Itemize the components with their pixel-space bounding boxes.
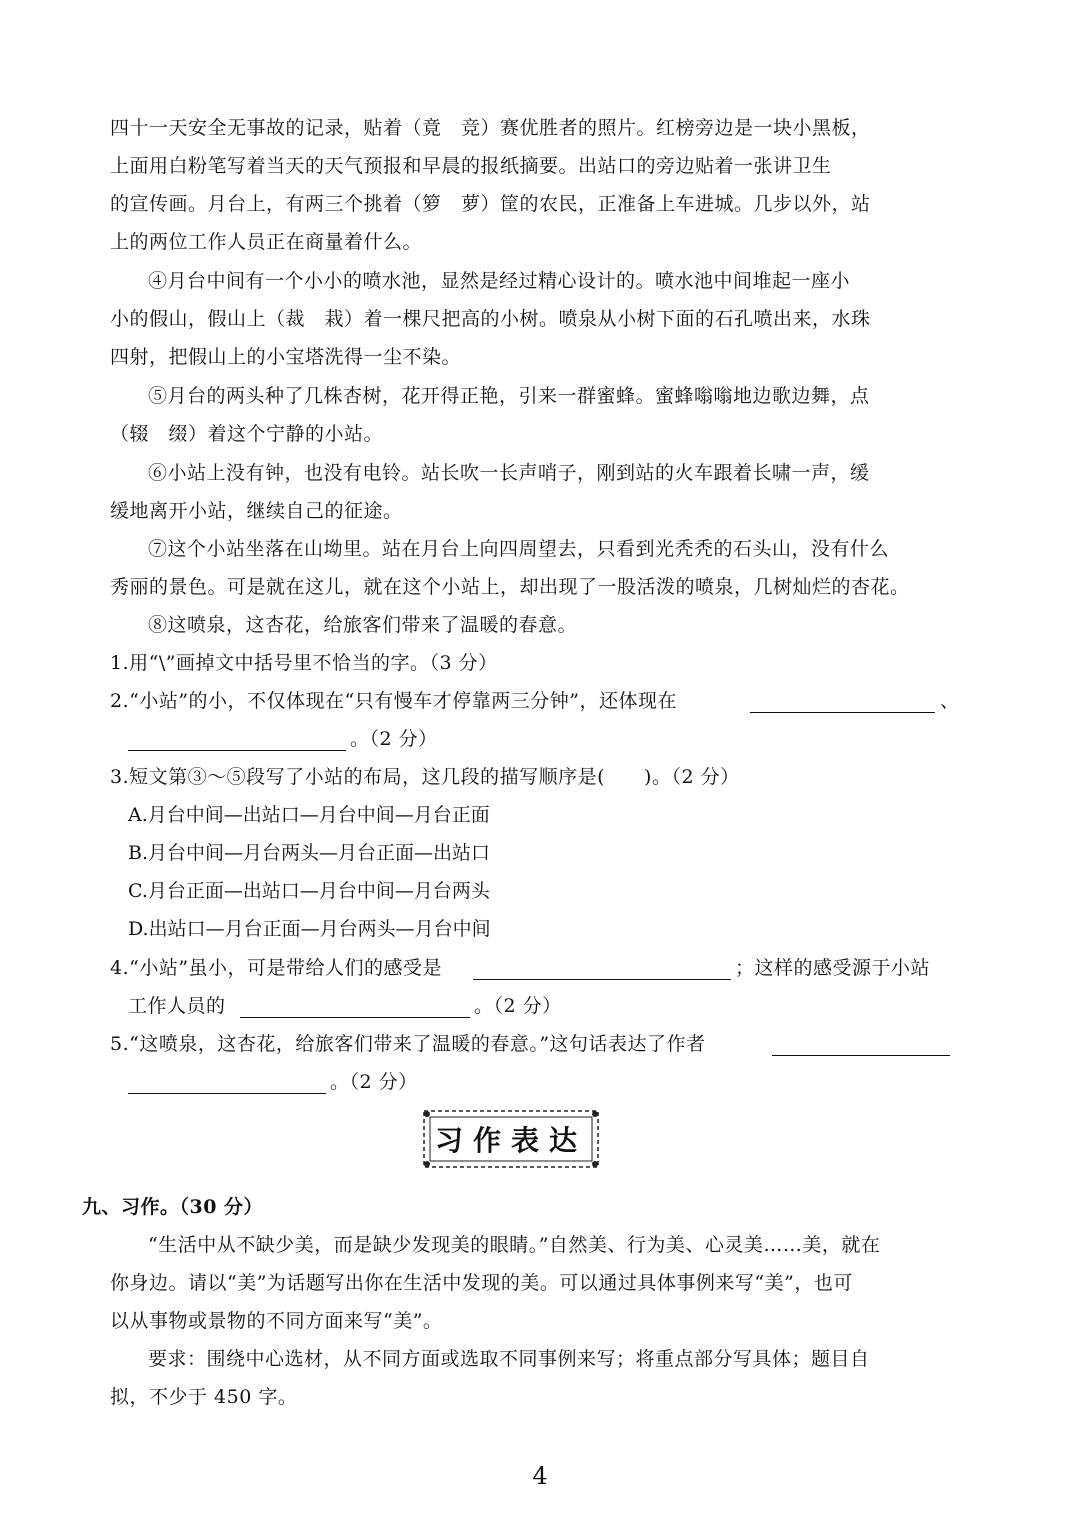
question-4-text-b: ；这样的感受源于小站	[735, 957, 931, 979]
section-title: 习作表达	[434, 1124, 587, 1157]
passage-line: ⑥小站上没有钟，也没有电铃。站长吹一长声哨子，刚到站的火车跟着长啸一声，缓	[148, 462, 870, 484]
question-4-text: 4.“小站”虽小，可是带给人们的感受是	[110, 957, 443, 979]
passage-line: 四射，把假山上的小宝塔洗得一尘不染。	[110, 346, 462, 368]
option-d: D.出站口—月台正面—月台两头—月台中间	[128, 918, 491, 940]
answer-blank-q5-1[interactable]	[772, 1033, 950, 1056]
essay-requirement-line: 拟，不少于 450 字。	[110, 1386, 298, 1408]
page-number: 4	[532, 1462, 548, 1490]
passage-line: 四十一天安全无事故的记录，贴着（竟 竞）赛优胜者的照片。红榜旁边是一块小黑板，	[110, 117, 871, 139]
passage-line: 上的两位工作人员正在商量着什么。	[110, 231, 423, 253]
question-3: 3.短文第③～⑤段写了小站的布局，这几段的描写顺序是( )。（2 分）	[110, 766, 740, 788]
essay-requirement-line: 要求：围绕中心选材，从不同方面或选取不同事例来写；将重点部分写具体；题目自	[148, 1348, 870, 1370]
question-1: 1.用“\”画掉文中括号里不恰当的字。（3 分）	[110, 652, 498, 674]
passage-line: 小的假山，假山上（裁 栽）着一棵尺把高的小树。喷泉从小树下面的石孔喷出来，水珠	[110, 308, 871, 330]
option-b: B.月台中间—月台两头—月台正面—出站口	[128, 842, 491, 864]
passage-line: 的宣传画。月台上，有两三个挑着（箩 萝）筐的农民，正准备上车进城。几步以外，站	[110, 193, 871, 215]
answer-blank-q2-2[interactable]	[128, 728, 346, 751]
question-5-text: 5.“这喷泉，这杏花，给旅客们带来了温暖的春意。”这句话表达了作者	[110, 1033, 706, 1055]
passage-line: 缓地离开小站，继续自己的征途。	[110, 500, 403, 522]
essay-heading: 九、习作。（30 分）	[82, 1196, 264, 1218]
passage-line: 秀丽的景色。可是就在这儿，就在这个小站上，却出现了一股活泼的喷泉，几树灿烂的杏花。	[110, 576, 910, 598]
question-4-end: 。（2 分）	[474, 995, 562, 1017]
passage-line: ⑧这喷泉，这杏花，给旅客们带来了温暖的春意。	[148, 614, 578, 636]
option-a: A.月台中间—出站口—月台中间—月台正面	[128, 804, 490, 826]
essay-body-line: 以从事物或景物的不同方面来写“美”。	[110, 1310, 443, 1332]
answer-blank-q5-2[interactable]	[128, 1071, 326, 1094]
passage-line: （辍 缀）着这个宁静的小站。	[110, 423, 384, 445]
question-4-text-c: 工作人员的	[128, 995, 226, 1017]
passage-line: 上面用白粉笔写着当天的天气预报和早晨的报纸摘要。出站口的旁边贴着一张讲卫生	[110, 155, 832, 177]
passage-line: ⑤月台的两头种了几株杏树，花开得正艳，引来一群蜜蜂。蜜蜂嗡嗡地边歌边舞，点	[148, 385, 870, 407]
passage-line: ④月台中间有一个小小的喷水池，显然是经过精心设计的。喷水池中间堆起一座小	[148, 270, 851, 292]
option-c: C.月台正面—出站口—月台中间—月台两头	[128, 880, 490, 902]
essay-body-line: “生活中从不缺少美，而是缺少发现美的眼睛。”自然美、行为美、心灵美……美，就在	[148, 1234, 881, 1256]
passage-line: ⑦这个小站坐落在山坳里。站在月台上向四周望去，只看到光秃秃的石头山，没有什么	[148, 538, 890, 560]
answer-blank-q4-1[interactable]	[473, 957, 731, 980]
question-2-end: 。（2 分）	[350, 728, 438, 750]
answer-blank-q4-2[interactable]	[240, 995, 470, 1018]
essay-body-line: 你身边。请以“美”为话题写出你在生活中发现的美。可以通过具体事例来写“美”，也可	[110, 1272, 853, 1294]
question-2-separator: 、	[940, 690, 960, 712]
question-2-text: 2.“小站”的小，不仅体现在“只有慢车才停靠两三分钟”，还体现在	[110, 690, 677, 712]
question-5-end: 。（2 分）	[330, 1071, 418, 1093]
answer-blank-q2-1[interactable]	[750, 690, 935, 713]
